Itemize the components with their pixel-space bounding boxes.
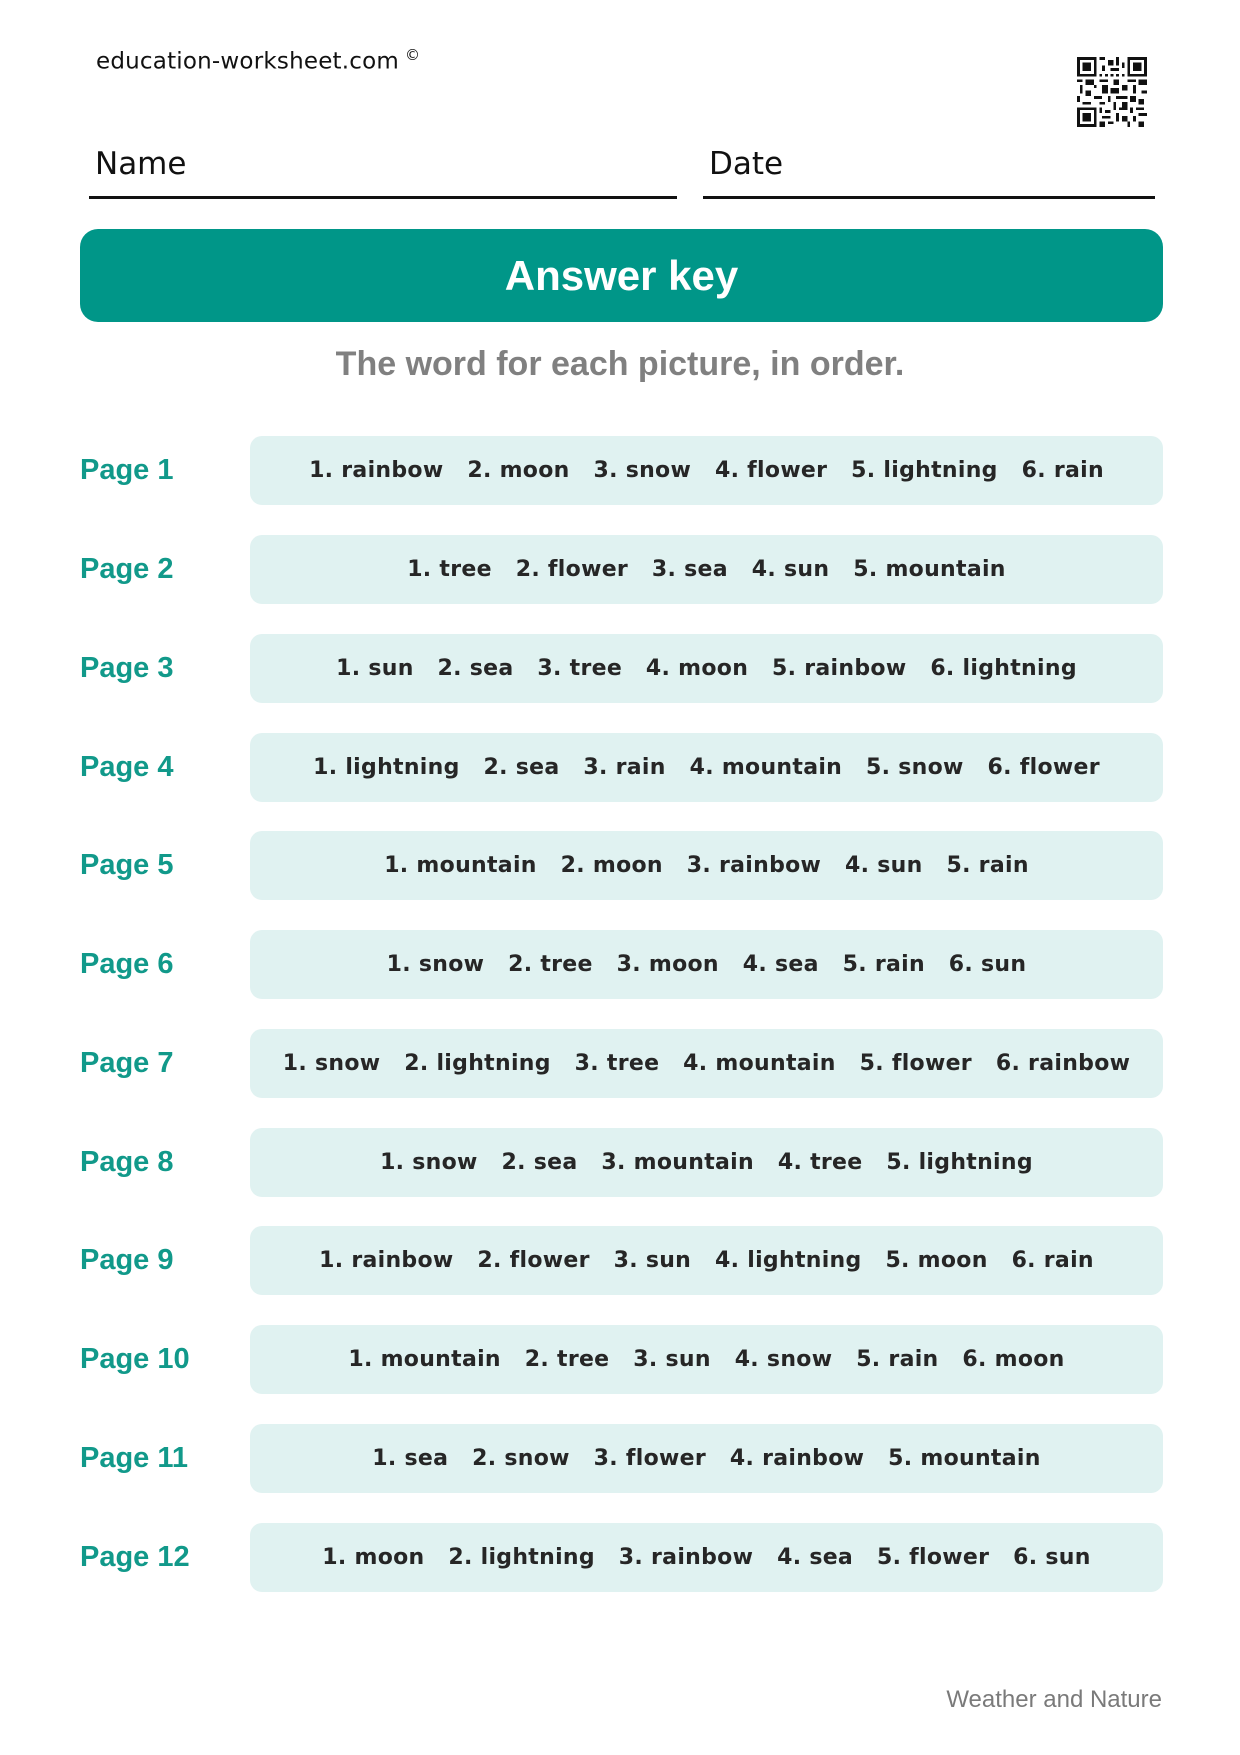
page-label: Page 2 xyxy=(80,553,174,585)
name-label: Name xyxy=(95,146,187,182)
answer-key-banner xyxy=(80,229,1163,322)
page-label: Page 3 xyxy=(80,652,174,684)
answer-words: 1. sea 2. snow 3. flower 4. rainbow 5. mountain xyxy=(372,1446,1041,1471)
page-label: Page 6 xyxy=(80,948,174,980)
answer-box xyxy=(250,1226,1163,1295)
answer-row xyxy=(0,436,1240,505)
page-label: Page 12 xyxy=(80,1541,190,1573)
answer-words: 1. snow 2. tree 3. moon 4. sea 5. rain 6. sun xyxy=(386,952,1027,977)
answer-box xyxy=(250,1523,1163,1592)
answer-row xyxy=(0,733,1240,802)
qr-code-icon xyxy=(1077,57,1147,127)
date-label: Date xyxy=(709,146,784,182)
answer-box xyxy=(250,634,1163,703)
answer-words: 1. lightning 2. sea 3. rain 4. mountain 5. snow 6. flower xyxy=(313,755,1100,780)
instructions-subtitle: The word for each picture, in order. xyxy=(335,345,905,383)
page-label: Page 10 xyxy=(80,1343,190,1375)
answer-box xyxy=(250,831,1163,900)
answer-row xyxy=(0,1226,1240,1295)
answer-box xyxy=(250,535,1163,604)
answer-box xyxy=(250,1029,1163,1098)
page-label: Page 11 xyxy=(80,1442,189,1474)
answer-words: 1. mountain 2. tree 3. sun 4. snow 5. rain 6. moon xyxy=(348,1347,1065,1372)
answer-words: 1. rainbow 2. moon 3. snow 4. flower 5. lightning 6. rain xyxy=(309,458,1104,483)
answer-words: 1. snow 2. lightning 3. tree 4. mountain 5. flower 6. rainbow xyxy=(282,1051,1131,1076)
answer-box xyxy=(250,436,1163,505)
page-label: Page 9 xyxy=(80,1244,174,1276)
answer-words: 1. moon 2. lightning 3. rainbow 4. sea 5. flower 6. sun xyxy=(322,1545,1091,1570)
answer-box xyxy=(250,1325,1163,1394)
worksheet-topic: Weather and Nature xyxy=(946,1686,1162,1713)
site-name xyxy=(96,46,420,75)
page-label: Page 5 xyxy=(80,849,174,881)
answer-row xyxy=(0,1029,1240,1098)
answer-box xyxy=(250,733,1163,802)
answer-words: 1. tree 2. flower 3. sea 4. sun 5. mountain xyxy=(407,557,1006,582)
page-label: Page 8 xyxy=(80,1146,174,1178)
page-label: Page 4 xyxy=(80,751,174,783)
copyright-symbol: © xyxy=(405,46,421,64)
answer-row xyxy=(0,1523,1240,1592)
answer-row xyxy=(0,1325,1240,1394)
answer-row xyxy=(0,831,1240,900)
site-url: education-worksheet.com xyxy=(96,48,399,75)
page-label: Page 1 xyxy=(80,454,174,486)
date-field[interactable] xyxy=(703,140,1155,199)
answer-words: 1. rainbow 2. flower 3. sun 4. lightning 5. moon 6. rain xyxy=(319,1248,1094,1273)
answer-box xyxy=(250,1128,1163,1197)
page-label: Page 7 xyxy=(80,1047,174,1079)
answer-row xyxy=(0,1128,1240,1197)
answer-row xyxy=(0,1424,1240,1493)
answer-words: 1. sun 2. sea 3. tree 4. moon 5. rainbow 6. lightning xyxy=(336,656,1077,681)
answer-row xyxy=(0,535,1240,604)
answer-row xyxy=(0,634,1240,703)
answer-row xyxy=(0,930,1240,999)
banner-title: Answer key xyxy=(504,251,739,299)
answer-words: 1. snow 2. sea 3. mountain 4. tree 5. lightning xyxy=(380,1150,1033,1175)
answer-box xyxy=(250,930,1163,999)
name-field[interactable] xyxy=(89,140,677,199)
answer-words: 1. mountain 2. moon 3. rainbow 4. sun 5. rain xyxy=(384,853,1029,878)
answer-box xyxy=(250,1424,1163,1493)
